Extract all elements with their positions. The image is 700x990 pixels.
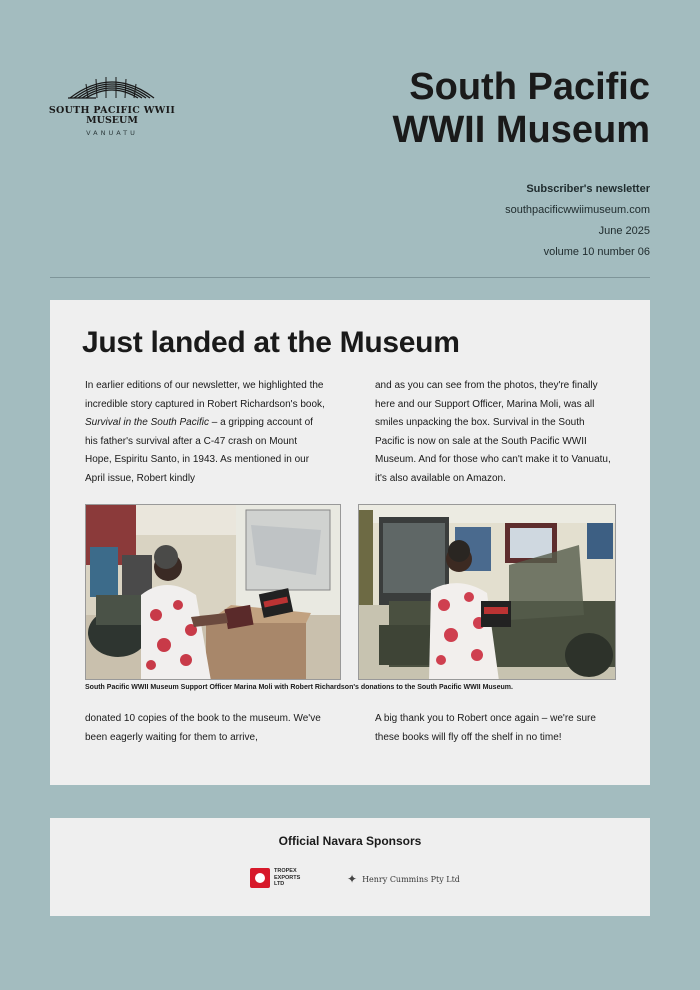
article-left-bottom: donated 10 copies of the book to the museum. We've been eagerly waiting for them to arrive, (85, 713, 321, 743)
tropex-logo[interactable] (250, 868, 300, 888)
header-divider (50, 277, 650, 278)
photo-caption: South Pacific WWII Museum Support Officer Marina Moli with Robert Richardson's donations to the South Pacific WWII Museum. (85, 684, 513, 691)
tropex-line-2: EXPORTS (274, 874, 301, 881)
newsletter-meta (505, 179, 650, 263)
tropex-mark-icon (250, 868, 270, 888)
issue-volume: volume 10 number 06 (543, 246, 650, 258)
tropex-text (274, 868, 300, 888)
article-right-top: and as you can see from the photos, they're finally here and our Support Officer, Marina Moli, was all smiles unpacking the box. Survival in the South Pacific is now on sale at the South Pacific WWII Museum. And for those who can't make it to Vanuatu, it's also available on Amazon. (375, 380, 611, 484)
title-line-1: South Pacific (409, 66, 650, 108)
sponsors-heading: Official Navara Sponsors (278, 834, 422, 848)
henry-cummins-text: Henry Cummins Pty Ltd (362, 874, 460, 884)
title-line-2: WWII Museum (392, 108, 650, 151)
tropex-line-1: TROPEX (274, 868, 297, 875)
left-top-p1: In earlier editions of our newsletter, we highlighted the incredible story captured in Robert Richardson's book, (85, 380, 325, 410)
henry-cummins-logo[interactable] (347, 872, 460, 886)
tropex-line-3: LTD (274, 881, 285, 888)
compass-star-icon: ✦ (347, 872, 358, 886)
museum-logo (48, 72, 176, 137)
book-title: Survival in the South Pacific (85, 417, 209, 428)
arch-wing-icon (66, 72, 158, 102)
logo-line-3: VANUATU (86, 128, 138, 137)
photo-holding-books (358, 504, 616, 680)
subtitle: Subscriber's newsletter (526, 183, 650, 195)
logo-line-1: SOUTH PACIFIC WWII (48, 105, 176, 116)
issue-date: June 2025 (598, 225, 650, 237)
photo-unpacking (85, 504, 341, 680)
website-link[interactable]: southpacificwwiimuseum.com (505, 204, 650, 216)
left-top-p2: – a gripping account of his father's survival after a C-47 crash on Mount Hope, Espiritu Santo, in 1943. As mentioned in our April issue, Robert kindly (85, 417, 313, 484)
sponsors-card (50, 818, 650, 916)
article-card (50, 300, 650, 785)
logo-line-2: MUSEUM (86, 115, 138, 127)
article-left-top (85, 377, 325, 488)
article-right-bottom: A big thank you to Robert once again – we're sure these books will fly off the shelf in no time! (375, 713, 596, 743)
article-heading: Just landed at the Museum (82, 326, 460, 359)
newsletter-title (392, 66, 650, 151)
